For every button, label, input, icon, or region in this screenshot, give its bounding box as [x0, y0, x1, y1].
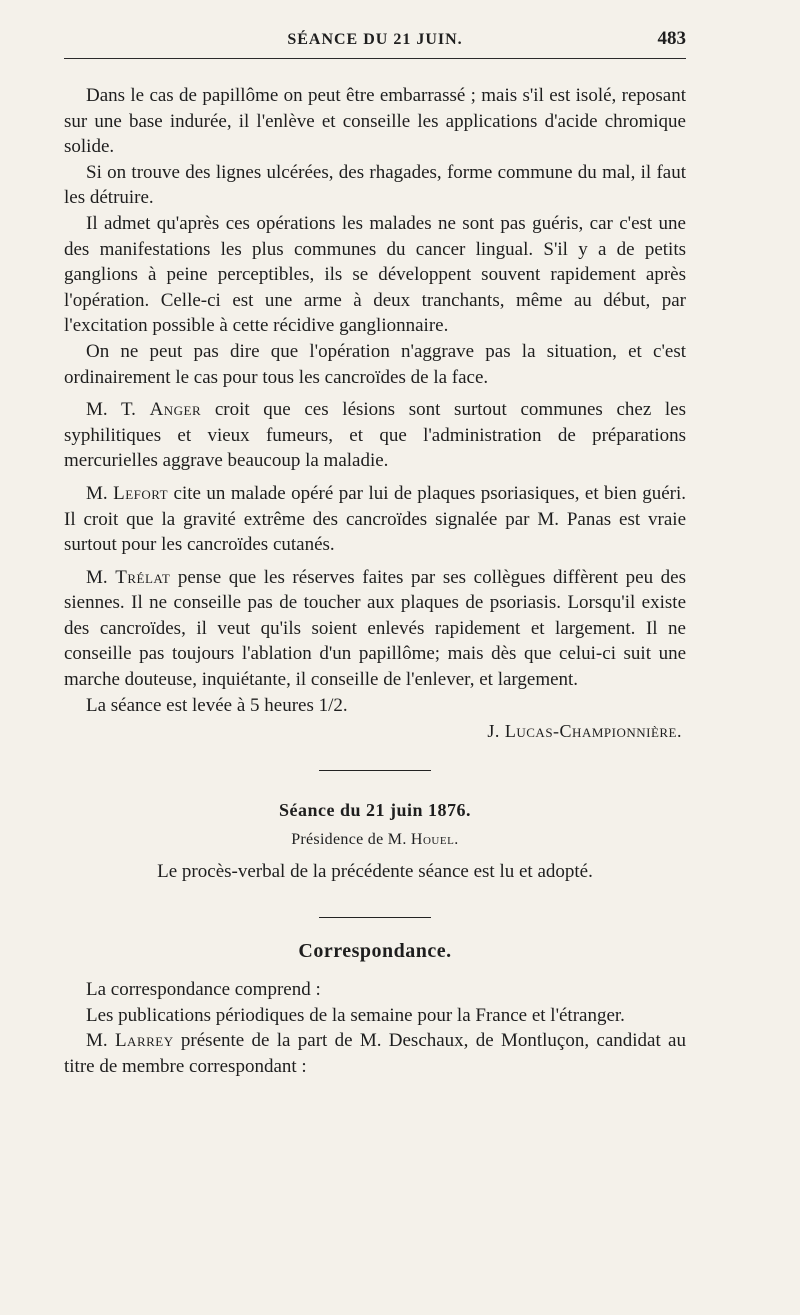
running-header	[64, 28, 686, 59]
closing-line: La séance est levée à 5 heures 1/2.	[86, 694, 348, 716]
proces-verbal: Le procès-verbal de la précédente séance est lu et adopté.	[157, 861, 593, 883]
section-divider	[319, 917, 431, 918]
running-title: SÉANCE DU 21 JUIN.	[287, 31, 463, 48]
speaker-prefix: M. T.	[86, 399, 150, 421]
speaker-prefix: M.	[86, 482, 114, 504]
intervention-text: croit que ces lésions sont surtout communes chez les syphilitiques et vieux fumeurs, et que l'administration de préparations mercurielles aggrave beaucoup la maladie.	[64, 399, 687, 472]
speaker-name: Trélat	[115, 566, 171, 588]
seance-title: Séance du 21 juin 1876.	[278, 800, 472, 821]
speaker-name: Larrey	[114, 1030, 174, 1052]
presidence-prefix: Présidence de M.	[291, 831, 411, 849]
paragraph: La correspondance comprend :	[86, 979, 321, 1001]
presidence-line	[64, 831, 686, 849]
document-body	[64, 83, 686, 1080]
paragraph: Si on trouve des lignes ulcérées, des rhagades, forme commune du mal, il faut les détruire.	[64, 161, 686, 209]
intervention-text: présente de la part de M. Deschaux, de Montluçon, candidat au titre de membre correspondant :	[64, 1030, 686, 1078]
president-name: Houel.	[410, 831, 459, 849]
speaker-prefix: M.	[86, 1030, 115, 1052]
intervention-lefort	[64, 481, 686, 558]
page-number: 483	[657, 28, 686, 49]
document-page	[64, 28, 686, 1080]
intervention-anger	[64, 397, 686, 474]
speaker-name: Anger	[149, 399, 202, 421]
intervention-text: cite un malade opéré par lui de plaques psoriasiques, et bien guéri. Il croit que la gravité extrême des cancroïdes signalée par M. Panas est vraie surtout pour les cancroïdes cutanés.	[64, 482, 686, 556]
section-title-correspondance: Correspondance.	[298, 940, 452, 963]
speaker-name: Lefort	[113, 482, 169, 504]
intervention-larrey	[64, 1028, 686, 1079]
intervention-trelat	[64, 565, 686, 693]
section-divider	[319, 770, 431, 771]
speaker-prefix: M.	[86, 566, 116, 588]
signature: J. Lucas-Championnière.	[487, 721, 682, 742]
paragraph: Dans le cas de papillôme on peut être embarrassé ; mais s'il est isolé, reposant sur une base indurée, il l'enlève et conseille les applications d'acide chromique solide.	[64, 85, 686, 158]
paragraph: Il admet qu'après ces opérations les malades ne sont pas guéris, car c'est une des manifestations les plus communes du cancer lingual. S'il y a de petits ganglions à peine perceptibles, ils se développent souvent rapidement après l'opération. Celle-ci est une arme à deux tranchants, même au début, par l'excitation possible à cette récidive ganglionnaire.	[64, 212, 686, 337]
paragraph: Les publications périodiques de la semaine pour la France et l'étranger.	[86, 1004, 625, 1026]
paragraph: On ne peut pas dire que l'opération n'aggrave pas la situation, et c'est ordinairement le cas pour tous les cancroïdes de la face.	[64, 340, 686, 388]
intervention-text: pense que les réserves faites par ses collègues diffèrent peu des siennes. Il ne conseille pas de toucher aux plaques de psoriasis. Lorsqu'il existe des cancroïdes, il veut qu'ils soient enlevés rapidement et largement. Il ne conseille pas toujours l'ablation d'un papillôme; mais dès que celui-ci suit une marche douteuse, inquiétante, il conseille de l'enlever, et largement.	[64, 566, 686, 691]
